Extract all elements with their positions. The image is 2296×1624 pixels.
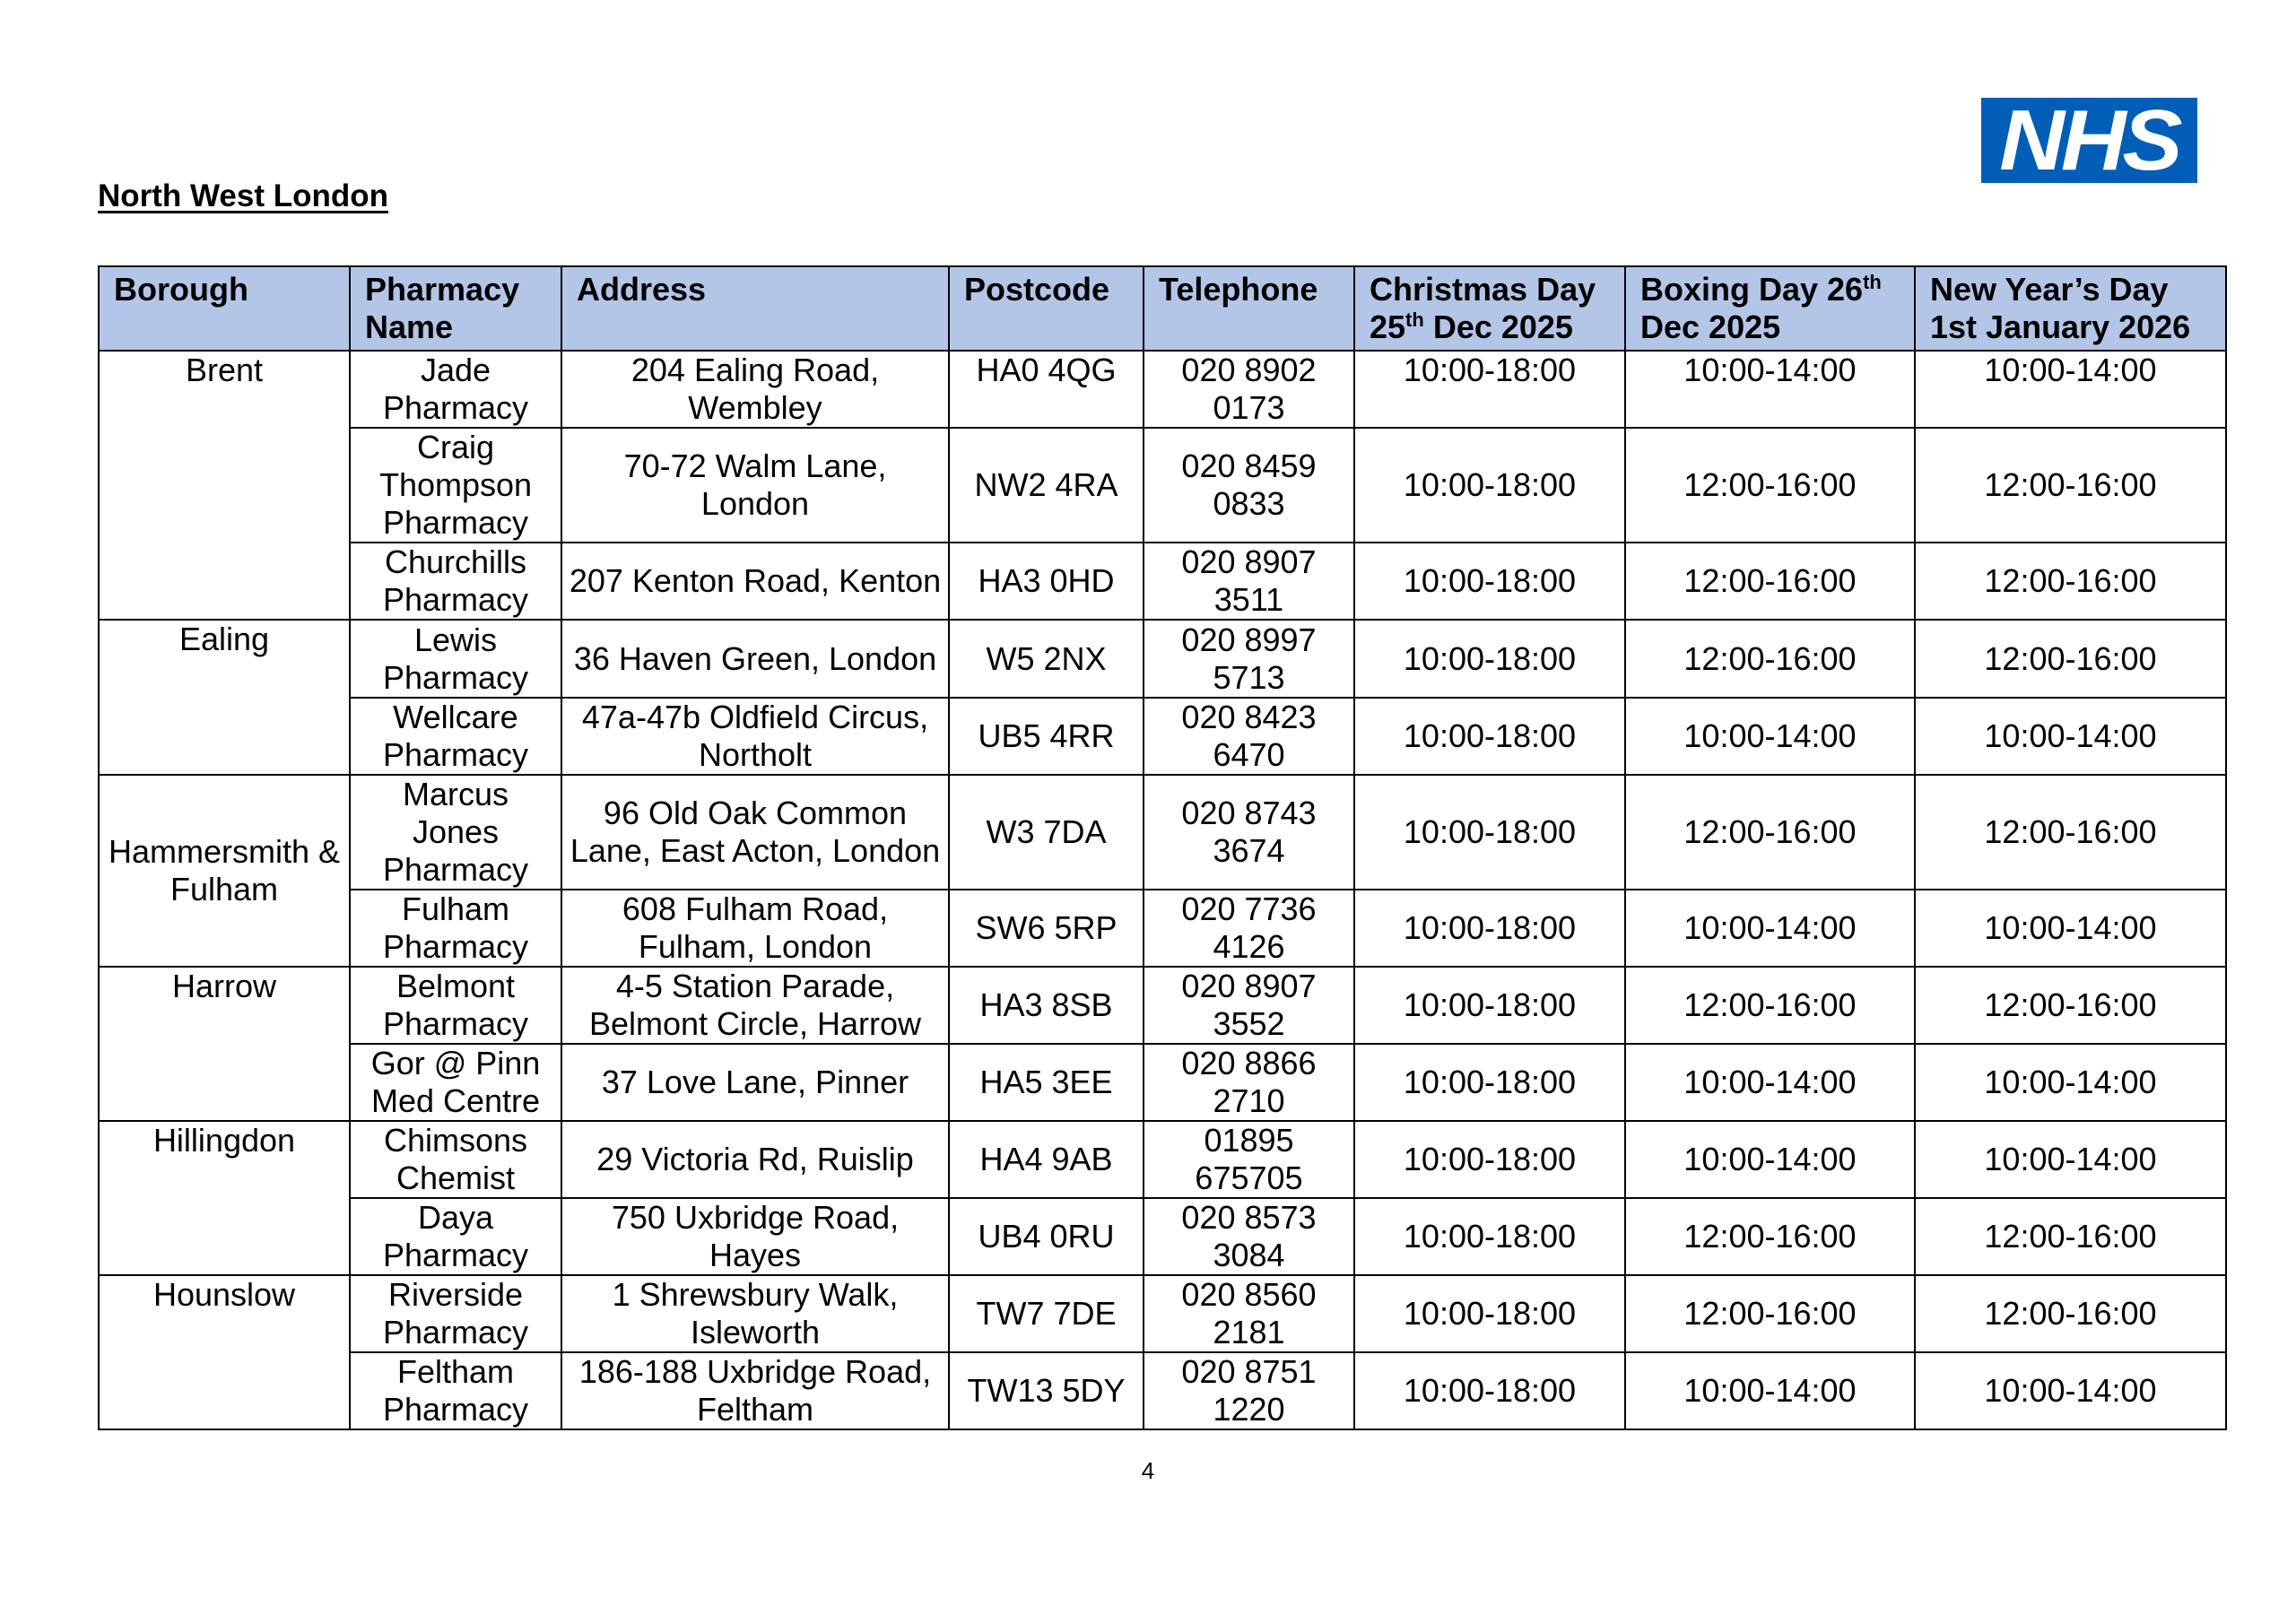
cell-telephone: 020 8907 3511 bbox=[1144, 543, 1354, 620]
cell-name: Daya Pharmacy bbox=[350, 1198, 561, 1275]
cell-christmas: 10:00-18:00 bbox=[1354, 890, 1625, 967]
table-row bbox=[99, 775, 2226, 890]
pharmacy-opening-hours-table bbox=[98, 265, 2227, 1430]
header-boxing-sup: th bbox=[1863, 271, 1882, 293]
cell-name: Lewis Pharmacy bbox=[350, 620, 561, 698]
table-row bbox=[99, 1121, 2226, 1198]
cell-name: Wellcare Pharmacy bbox=[350, 698, 561, 775]
cell-postcode: HA3 8SB bbox=[949, 967, 1144, 1044]
cell-borough: Harrow bbox=[99, 967, 350, 1121]
header-newyear-line2: 1st January 2026 bbox=[1930, 308, 2191, 345]
cell-address: 47a-47b Oldfield Circus, Northolt bbox=[561, 698, 949, 775]
table-row bbox=[99, 428, 2226, 543]
cell-telephone: 020 8907 3552 bbox=[1144, 967, 1354, 1044]
header-boxing-line1: Boxing Day 26 bbox=[1640, 271, 1864, 308]
cell-postcode: W3 7DA bbox=[949, 775, 1144, 890]
cell-boxing: 10:00-14:00 bbox=[1625, 1121, 1915, 1198]
table-row bbox=[99, 1198, 2226, 1275]
cell-telephone: 020 8573 3084 bbox=[1144, 1198, 1354, 1275]
cell-address: 96 Old Oak Common Lane, East Acton, London bbox=[561, 775, 949, 890]
cell-name: Jade Pharmacy bbox=[350, 351, 561, 428]
cell-christmas: 10:00-18:00 bbox=[1354, 543, 1625, 620]
header-newyear-line1: New Year’s Day bbox=[1930, 271, 2169, 308]
table-row bbox=[99, 1275, 2226, 1352]
cell-name: Gor @ Pinn Med Centre bbox=[350, 1044, 561, 1121]
header-christmas-line1: Christmas Day bbox=[1370, 271, 1596, 308]
cell-postcode: UB5 4RR bbox=[949, 698, 1144, 775]
cell-newyear: 12:00-16:00 bbox=[1915, 620, 2226, 698]
header-borough: Borough bbox=[99, 266, 350, 351]
cell-name: Chimsons Chemist bbox=[350, 1121, 561, 1198]
cell-christmas: 10:00-18:00 bbox=[1354, 967, 1625, 1044]
cell-christmas: 10:00-18:00 bbox=[1354, 1198, 1625, 1275]
cell-address: 29 Victoria Rd, Ruislip bbox=[561, 1121, 949, 1198]
cell-postcode: HA4 9AB bbox=[949, 1121, 1144, 1198]
header-christmas-line2: Dec 2025 bbox=[1423, 308, 1573, 345]
cell-boxing: 12:00-16:00 bbox=[1625, 620, 1915, 698]
cell-postcode: W5 2NX bbox=[949, 620, 1144, 698]
cell-name: Feltham Pharmacy bbox=[350, 1352, 561, 1429]
cell-newyear: 12:00-16:00 bbox=[1915, 428, 2226, 543]
cell-address: 36 Haven Green, London bbox=[561, 620, 949, 698]
cell-name: Riverside Pharmacy bbox=[350, 1275, 561, 1352]
cell-newyear: 12:00-16:00 bbox=[1915, 543, 2226, 620]
cell-borough: Brent bbox=[99, 351, 350, 620]
cell-boxing: 10:00-14:00 bbox=[1625, 698, 1915, 775]
table-row bbox=[99, 543, 2226, 620]
cell-christmas: 10:00-18:00 bbox=[1354, 775, 1625, 890]
cell-newyear: 10:00-14:00 bbox=[1915, 1352, 2226, 1429]
cell-boxing: 10:00-14:00 bbox=[1625, 351, 1915, 428]
cell-newyear: 10:00-14:00 bbox=[1915, 1044, 2226, 1121]
cell-telephone: 020 8423 6470 bbox=[1144, 698, 1354, 775]
nhs-logo bbox=[1981, 91, 2197, 188]
page-number: 4 bbox=[1141, 1457, 1155, 1484]
cell-postcode: SW6 5RP bbox=[949, 890, 1144, 967]
cell-telephone: 020 8459 0833 bbox=[1144, 428, 1354, 543]
cell-postcode: UB4 0RU bbox=[949, 1198, 1144, 1275]
cell-newyear: 12:00-16:00 bbox=[1915, 967, 2226, 1044]
cell-borough: Hounslow bbox=[99, 1275, 350, 1429]
cell-borough: Ealing bbox=[99, 620, 350, 775]
table-row bbox=[99, 967, 2226, 1044]
cell-newyear: 12:00-16:00 bbox=[1915, 775, 2226, 890]
cell-newyear: 12:00-16:00 bbox=[1915, 1275, 2226, 1352]
cell-boxing: 12:00-16:00 bbox=[1625, 543, 1915, 620]
cell-postcode: HA3 0HD bbox=[949, 543, 1144, 620]
cell-telephone: 020 8902 0173 bbox=[1144, 351, 1354, 428]
table-row bbox=[99, 698, 2226, 775]
cell-name: Churchills Pharmacy bbox=[350, 543, 561, 620]
header-boxing-day bbox=[1625, 266, 1915, 351]
cell-newyear: 10:00-14:00 bbox=[1915, 698, 2226, 775]
header-christmas-day bbox=[1354, 266, 1625, 351]
header-telephone: Telephone bbox=[1144, 266, 1354, 351]
header-address: Address bbox=[561, 266, 949, 351]
header-christmas-day-num: 25 bbox=[1370, 308, 1406, 345]
cell-postcode: HA0 4QG bbox=[949, 351, 1144, 428]
cell-christmas: 10:00-18:00 bbox=[1354, 620, 1625, 698]
cell-boxing: 10:00-14:00 bbox=[1625, 890, 1915, 967]
cell-borough: Hillingdon bbox=[99, 1121, 350, 1275]
table-row bbox=[99, 620, 2226, 698]
cell-christmas: 10:00-18:00 bbox=[1354, 351, 1625, 428]
cell-address: 608 Fulham Road, Fulham, London bbox=[561, 890, 949, 967]
cell-address: 1 Shrewsbury Walk, Isleworth bbox=[561, 1275, 949, 1352]
cell-christmas: 10:00-18:00 bbox=[1354, 1121, 1625, 1198]
table-row bbox=[99, 351, 2226, 428]
header-christmas-sup: th bbox=[1405, 308, 1424, 331]
cell-postcode: NW2 4RA bbox=[949, 428, 1144, 543]
cell-address: 37 Love Lane, Pinner bbox=[561, 1044, 949, 1121]
cell-newyear: 10:00-14:00 bbox=[1915, 351, 2226, 428]
cell-newyear: 10:00-14:00 bbox=[1915, 1121, 2226, 1198]
cell-telephone: 020 7736 4126 bbox=[1144, 890, 1354, 967]
table-row bbox=[99, 890, 2226, 967]
cell-christmas: 10:00-18:00 bbox=[1354, 1044, 1625, 1121]
cell-christmas: 10:00-18:00 bbox=[1354, 698, 1625, 775]
cell-boxing: 12:00-16:00 bbox=[1625, 1275, 1915, 1352]
cell-boxing: 12:00-16:00 bbox=[1625, 1198, 1915, 1275]
cell-postcode: TW13 5DY bbox=[949, 1352, 1144, 1429]
cell-name: Marcus Jones Pharmacy bbox=[350, 775, 561, 890]
cell-name: Belmont Pharmacy bbox=[350, 967, 561, 1044]
cell-christmas: 10:00-18:00 bbox=[1354, 1275, 1625, 1352]
cell-telephone: 020 8560 2181 bbox=[1144, 1275, 1354, 1352]
cell-newyear: 12:00-16:00 bbox=[1915, 1198, 2226, 1275]
cell-telephone: 020 8997 5713 bbox=[1144, 620, 1354, 698]
cell-telephone: 01895 675705 bbox=[1144, 1121, 1354, 1198]
cell-address: 186-188 Uxbridge Road, Feltham bbox=[561, 1352, 949, 1429]
header-boxing-line2: Dec 2025 bbox=[1640, 308, 1781, 345]
cell-newyear: 10:00-14:00 bbox=[1915, 890, 2226, 967]
nhs-logo-text: NHS bbox=[1999, 91, 2179, 188]
table-header-row bbox=[99, 266, 2226, 351]
cell-address: 750 Uxbridge Road, Hayes bbox=[561, 1198, 949, 1275]
cell-address: 204 Ealing Road, Wembley bbox=[561, 351, 949, 428]
cell-boxing: 12:00-16:00 bbox=[1625, 967, 1915, 1044]
cell-christmas: 10:00-18:00 bbox=[1354, 428, 1625, 543]
cell-postcode: HA5 3EE bbox=[949, 1044, 1144, 1121]
cell-telephone: 020 8751 1220 bbox=[1144, 1352, 1354, 1429]
cell-telephone: 020 8743 3674 bbox=[1144, 775, 1354, 890]
cell-address: 207 Kenton Road, Kenton bbox=[561, 543, 949, 620]
cell-christmas: 10:00-18:00 bbox=[1354, 1352, 1625, 1429]
cell-boxing: 12:00-16:00 bbox=[1625, 428, 1915, 543]
cell-name: Craig Thompson Pharmacy bbox=[350, 428, 561, 543]
cell-postcode: TW7 7DE bbox=[949, 1275, 1144, 1352]
header-new-years-day bbox=[1915, 266, 2226, 351]
cell-telephone: 020 8866 2710 bbox=[1144, 1044, 1354, 1121]
cell-address: 4-5 Station Parade, Belmont Circle, Harrow bbox=[561, 967, 949, 1044]
header-postcode: Postcode bbox=[949, 266, 1144, 351]
cell-boxing: 12:00-16:00 bbox=[1625, 775, 1915, 890]
cell-address: 70-72 Walm Lane, London bbox=[561, 428, 949, 543]
page-title: North West London bbox=[98, 178, 389, 213]
cell-borough: Hammersmith & Fulham bbox=[99, 775, 350, 967]
cell-boxing: 10:00-14:00 bbox=[1625, 1352, 1915, 1429]
header-pharmacy-name: Pharmacy Name bbox=[350, 266, 561, 351]
cell-name: Fulham Pharmacy bbox=[350, 890, 561, 967]
table-row bbox=[99, 1352, 2226, 1429]
table-row bbox=[99, 1044, 2226, 1121]
cell-boxing: 10:00-14:00 bbox=[1625, 1044, 1915, 1121]
